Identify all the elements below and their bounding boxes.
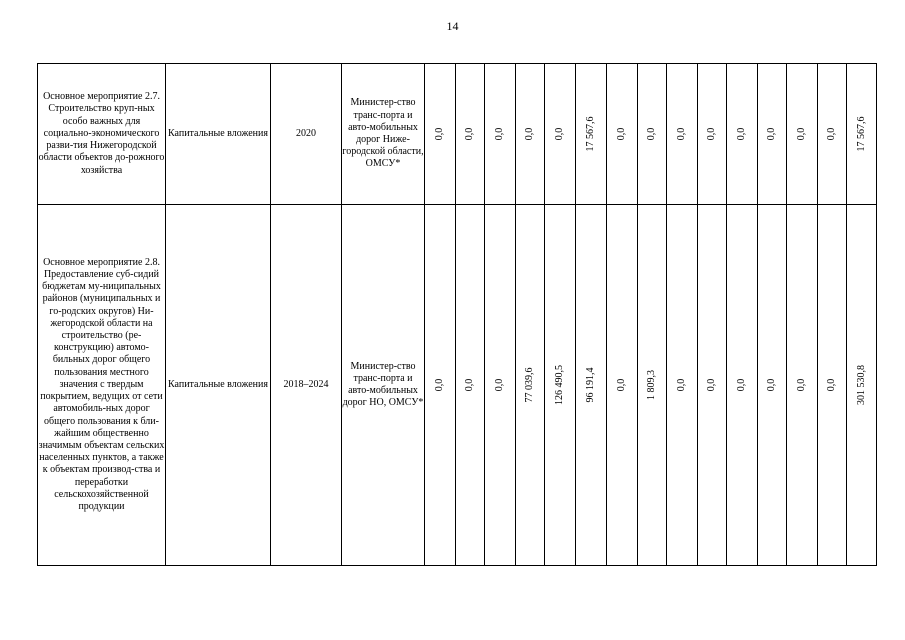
- value-cell: [456, 64, 485, 205]
- value-text: 0,0: [553, 127, 565, 141]
- value-cell: [667, 205, 698, 566]
- value-text: 0,0: [735, 127, 747, 141]
- value-cell: [607, 64, 638, 205]
- value-cell: [758, 64, 787, 205]
- value-text: 0,0: [615, 127, 627, 141]
- value-cell: [787, 64, 818, 205]
- value-cell: [667, 64, 698, 205]
- value-cell: [516, 205, 545, 566]
- value-cell: [727, 64, 758, 205]
- value-text: 0,0: [765, 378, 777, 392]
- value-cell: [485, 64, 516, 205]
- value-cell: [516, 64, 545, 205]
- value-text: 0,0: [795, 378, 807, 392]
- measure-heading: Основное мероприятие 2.7.: [43, 91, 160, 103]
- value-text: 0,0: [645, 127, 657, 141]
- value-cell: [545, 205, 576, 566]
- total-cell: [847, 205, 877, 566]
- value-text: 0,0: [765, 127, 777, 141]
- value-cell: [576, 205, 607, 566]
- total-text: 17 567,6: [855, 116, 867, 152]
- value-cell: [698, 64, 727, 205]
- value-text: 0,0: [523, 127, 535, 141]
- value-cell: [545, 64, 576, 205]
- value-cell: [425, 64, 456, 205]
- program-activities-table: [37, 63, 877, 566]
- value-cell: [576, 64, 607, 205]
- value-text: 0,0: [825, 127, 837, 141]
- value-cell: [758, 205, 787, 566]
- direction-cell: Капитальные вложения: [166, 64, 271, 205]
- value-text: 0,0: [463, 127, 475, 141]
- value-cell: [818, 205, 847, 566]
- table-row: [38, 205, 877, 566]
- value-cell: [787, 205, 818, 566]
- value-text: 0,0: [493, 127, 505, 141]
- value-text: 0,0: [433, 378, 445, 392]
- measure-description: Строительство круп-ных особо важных для социально-экономического разви-тия Нижегородской области объектов до-рожного хозяйства: [38, 103, 165, 176]
- period-cell: 2020: [271, 64, 342, 205]
- value-text: 96 191,4: [584, 367, 596, 403]
- measure-description: Предоставление суб-сидий бюджетам му-ниципальных районов (муниципальных и го-родских округов) Ни-жегородской области на строительство (ре-конструкцию) автомо-бильных дорог общего пользования местного значения с твердым покрытием, ведущих от сети автомобиль-ных дорог общего пользования к бли-жайшим общественно значимым объектам сельских населенных пунктов, а также к объектам производ-ства и переработки сельскохозяйственной продукции: [38, 269, 165, 512]
- value-text: 77 039,6: [523, 367, 535, 403]
- value-text: 0,0: [825, 378, 837, 392]
- value-cell: [425, 205, 456, 566]
- value-cell: [727, 205, 758, 566]
- value-text: 126 490,5: [553, 365, 565, 405]
- page-number: 14: [446, 19, 459, 33]
- value-cell: [698, 205, 727, 566]
- executor-cell: Министер-ство транс-порта и авто-мобильных дорог Ниже-городской области, ОМСУ*: [342, 64, 425, 205]
- value-cell: [638, 205, 667, 566]
- value-text: 0,0: [493, 378, 505, 392]
- measure-cell: [38, 205, 166, 566]
- measure-cell: [38, 64, 166, 205]
- value-cell: [818, 64, 847, 205]
- value-text: 0,0: [705, 127, 717, 141]
- value-cell: [456, 205, 485, 566]
- value-text: 0,0: [735, 378, 747, 392]
- value-text: 0,0: [795, 127, 807, 141]
- measure-heading: Основное мероприятие 2.8.: [43, 256, 160, 268]
- executor-cell: Министер-ство транс-порта и авто-мобильных дорог НО, ОМСУ*: [342, 205, 425, 566]
- period-cell: 2018–2024: [271, 205, 342, 566]
- value-text: 0,0: [675, 127, 687, 141]
- total-cell: [847, 64, 877, 205]
- value-text: 0,0: [433, 127, 445, 141]
- direction-cell: Капитальные вложения: [166, 205, 271, 566]
- value-text: 17 567,6: [584, 116, 596, 152]
- value-text: 0,0: [705, 378, 717, 392]
- value-text: 0,0: [463, 378, 475, 392]
- value-text: 1 809,3: [645, 370, 657, 400]
- value-text: 0,0: [615, 378, 627, 392]
- total-text: 301 530,8: [855, 365, 867, 405]
- value-cell: [638, 64, 667, 205]
- value-cell: [485, 205, 516, 566]
- value-text: 0,0: [675, 378, 687, 392]
- value-cell: [607, 205, 638, 566]
- table-row: [38, 64, 877, 205]
